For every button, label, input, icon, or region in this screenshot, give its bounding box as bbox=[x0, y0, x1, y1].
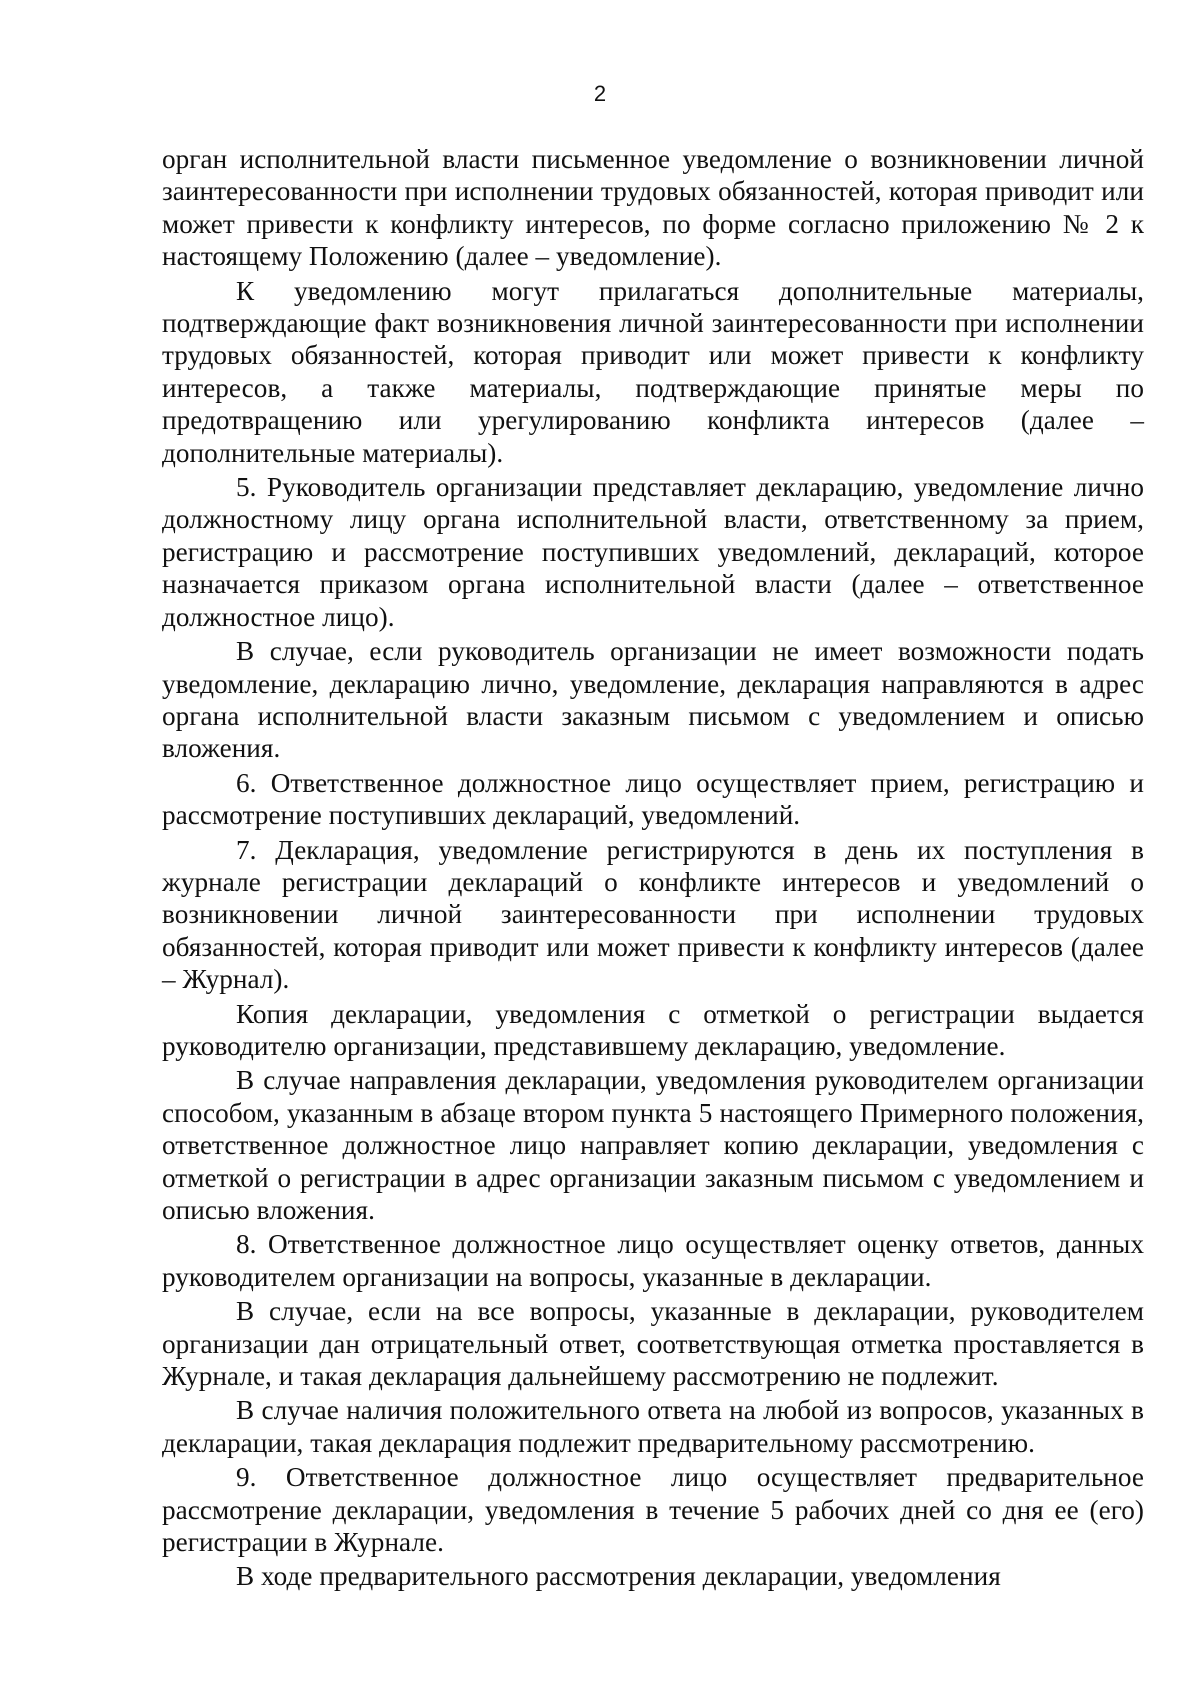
paragraph-continued: орган исполнительной власти письменное уведомление о возникновении личной заинтересованности при исполнении трудовых обязанностей, которая приводит или может привести к конфликту интересов, по форме согласно приложению № 2 к настоящему Положению (далее – уведомление). bbox=[162, 144, 1144, 272]
paragraph-item-7-copy: Копия декларации, уведомления с отметкой о регистрации выдается руководителю организации, представившему декларацию, уведомление. bbox=[162, 998, 1144, 1061]
page-number: 2 bbox=[593, 81, 607, 106]
paragraph-item-8-negative: В случае, если на все вопросы, указанные в декларации, руководителем организации дан отрицательный ответ, соответствующая отметка проставляется в Журнале, и такая декларация дальнейшему рассмотрению не подлежит. bbox=[162, 1296, 1144, 1392]
paragraph-item-6: 6. Ответственное должностное лицо осуществляет прием, регистрацию и рассмотрение поступивших деклараций, уведомлений. bbox=[162, 767, 1144, 831]
paragraph-item-9: 9. Ответственное должностное лицо осуществляет предварительное рассмотрение декларации, уведомления в течение 5 рабочих дней со дня ее (его) регистрации в Журнале. bbox=[162, 1462, 1144, 1558]
paragraph-item-9-review: В ходе предварительного рассмотрения декларации, уведомления bbox=[236, 1561, 1001, 1592]
document-body bbox=[162, 143, 1144, 1595]
paragraph-additional-materials: К уведомлению могут прилагаться дополнительные материалы, подтверждающие факт возникновения личной заинтересованности при исполнении трудовых обязанностей, которая приводит или может привести к конфликту интересов, а также материалы, подтверждающие принятые меры по предотвращению или урегулированию конфликта интересов (далее – дополнительные материалы). bbox=[162, 275, 1144, 468]
paragraph-item-8-positive: В случае наличия положительного ответа на любой из вопросов, указанных в декларации, такая декларация подлежит предварительному рассмотрению. bbox=[162, 1395, 1144, 1458]
paragraph-item-5-second: В случае, если руководитель организации не имеет возможности подать уведомление, декларацию лично, уведомление, декларация направляются в адрес органа исполнительной власти заказным письмом с уведомлением и описью вложения. bbox=[162, 636, 1144, 764]
paragraph-item-5: 5. Руководитель организации представляет декларацию, уведомление лично должностному лицу органа исполнительной власти, ответственному за прием, регистрацию и рассмотрение поступивших уведомлений, деклараций, которое назначается приказом органа исполнительной власти (далее – ответственное должностное лицо). bbox=[162, 472, 1144, 632]
paragraph-item-7-mail: В случае направления декларации, уведомления руководителем организации способом, указанным в абзаце втором пункта 5 настоящего Примерного положения, ответственное должностное лицо направляет копию декларации, уведомления с отметкой о регистрации в адрес организации заказным письмом с уведомлением и описью вложения. bbox=[162, 1065, 1144, 1225]
paragraph-item-7: 7. Декларация, уведомление регистрируются в день их поступления в журнале регистрации деклараций о конфликте интересов и уведомлений о возникновении личной заинтересованности при исполнении трудовых обязанностей, которая приводит или может привести к конфликту интересов (далее – Журнал). bbox=[162, 834, 1144, 995]
paragraph-item-8: 8. Ответственное должностное лицо осуществляет оценку ответов, данных руководителем организации на вопросы, указанные в декларации. bbox=[162, 1229, 1144, 1292]
